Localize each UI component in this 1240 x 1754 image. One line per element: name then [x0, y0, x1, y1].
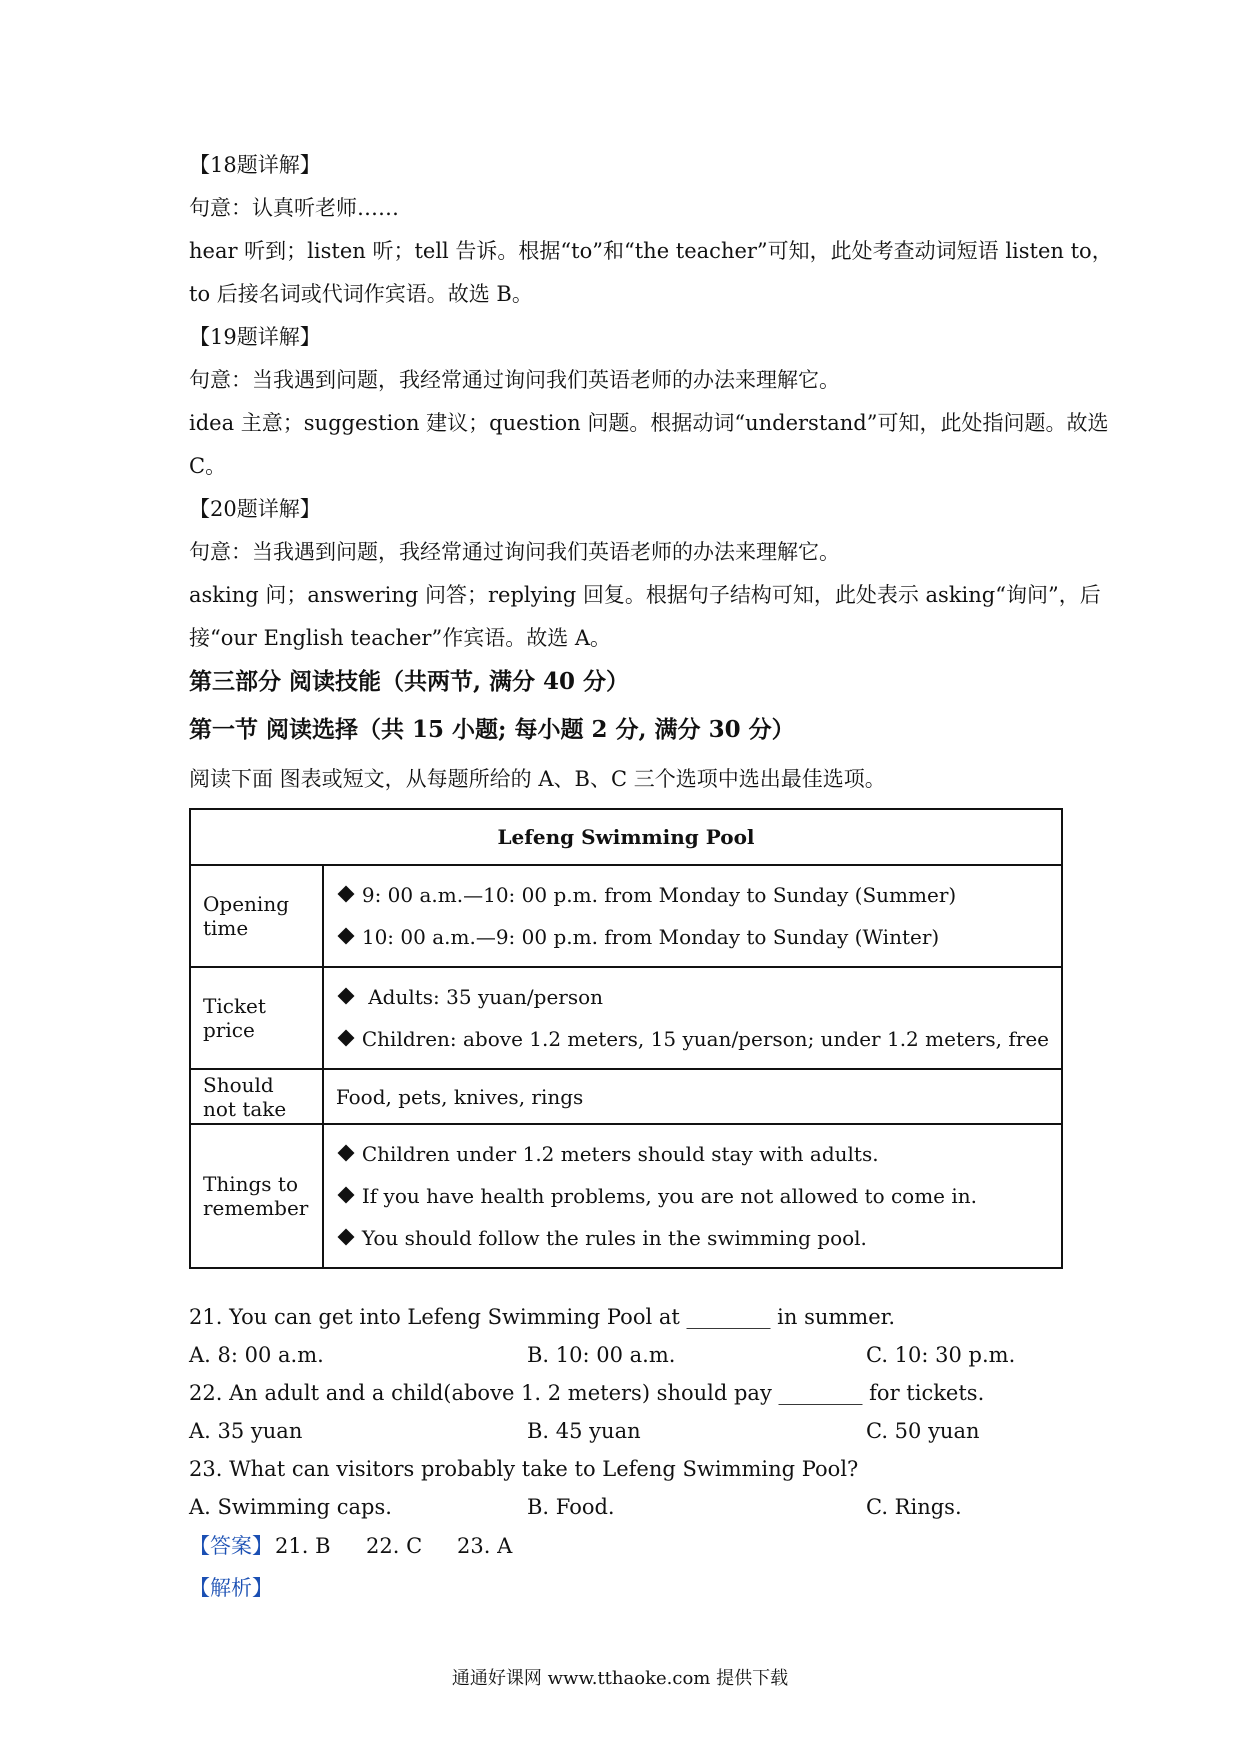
q18-heading: 【18题详解】: [189, 153, 321, 177]
analysis-label: 【解析】: [189, 1576, 273, 1600]
diamond-bullet-icon: [337, 1187, 354, 1204]
diamond-bullet-icon: [337, 1145, 354, 1162]
question-23-option-a: A. Swimming caps.: [189, 1495, 392, 1519]
q19-explain-2: C。: [189, 454, 227, 478]
diamond-bullet-icon: [337, 1030, 354, 1047]
table-row: [190, 1069, 1062, 1124]
table-title: Lefeng Swimming Pool: [190, 809, 1062, 865]
section1-title: 第一节 阅读选择（共 15 小题; 每小题 2 分, 满分 30 分）: [189, 716, 795, 743]
q18-explain-1: hear 听到；listen 听；tell 告诉。根据“to”和“the teacher”可知，此处考查动词短语 listen to，: [189, 239, 1113, 263]
row-content: [323, 865, 1062, 967]
diamond-bullet-icon: [337, 988, 354, 1005]
q19-meaning: 句意：当我遇到问题，我经常通过询问我们英语老师的办法来理解它。: [189, 368, 840, 392]
q18-meaning: 句意：认真听老师……: [189, 196, 399, 220]
row-content: [323, 1124, 1062, 1268]
q20-explain-2: 接“our English teacher”作宾语。故选 A。: [189, 626, 612, 650]
q18-explain-2: to 后接名词或代词作宾语。故选 B。: [189, 282, 533, 306]
question-21-option-c: C. 10: 30 p.m.: [866, 1343, 1016, 1367]
diamond-bullet-icon: [337, 886, 354, 903]
page-footer: 通通好课网 www.tthaoke.com 提供下载: [451, 1668, 789, 1689]
part3-title: 第三部分 阅读技能（共两节, 满分 40 分）: [189, 668, 630, 695]
question-22-option-c: C. 50 yuan: [866, 1419, 980, 1443]
row-content: [323, 967, 1062, 1069]
answer-22: 22. C: [366, 1534, 423, 1558]
list-item: 9: 00 a.m.—10: 00 p.m. from Monday to Sunday (Summer): [336, 874, 1049, 916]
question-22-stem: 22. An adult and a child(above 1. 2 meters) should pay ________ for tickets.: [189, 1381, 985, 1405]
list-item: Children under 1.2 meters should stay with adults.: [336, 1133, 1049, 1175]
table-row: [190, 967, 1062, 1069]
list-item: 10: 00 a.m.—9: 00 p.m. from Monday to Sunday (Winter): [336, 916, 1049, 958]
q19-explain-1: idea 主意；suggestion 建议；question 问题。根据动词“understand”可知，此处指问题。故选: [189, 411, 1109, 435]
diamond-bullet-icon: [337, 928, 354, 945]
answer-label: 【答案】: [189, 1534, 273, 1558]
q20-heading: 【20题详解】: [189, 497, 321, 521]
q20-meaning: 句意：当我遇到问题，我经常通过询问我们英语老师的办法来理解它。: [189, 540, 840, 564]
question-21-option-b: B. 10: 00 a.m.: [527, 1343, 676, 1367]
row-label-ticket-price: Ticket price: [190, 967, 323, 1069]
row-label-things-to-remember: Things to remember: [190, 1124, 323, 1268]
question-23-option-b: B. Food.: [527, 1495, 615, 1519]
q20-explain-1: asking 问；answering 问答；replying 回复。根据句子结构可知，此处表示 asking“询问”，后: [189, 583, 1101, 607]
row-label-should-not-take: Should not take: [190, 1069, 323, 1124]
list-item: If you have health problems, you are not allowed to come in.: [336, 1175, 1049, 1217]
question-21-option-a: A. 8: 00 a.m.: [189, 1343, 324, 1367]
question-22-option-a: A. 35 yuan: [189, 1419, 303, 1443]
info-table: [189, 808, 1063, 1269]
row-label-opening-time: Opening time: [190, 865, 323, 967]
question-22-option-b: B. 45 yuan: [527, 1419, 641, 1443]
question-21-stem: 21. You can get into Lefeng Swimming Pool at ________ in summer.: [189, 1305, 896, 1329]
q19-heading: 【19题详解】: [189, 325, 321, 349]
question-23-stem: 23. What can visitors probably take to Lefeng Swimming Pool?: [189, 1457, 859, 1481]
list-item: You should follow the rules in the swimming pool.: [336, 1217, 1049, 1259]
row-content: Food, pets, knives, rings: [323, 1069, 1062, 1124]
list-item: Children: above 1.2 meters, 15 yuan/person; under 1.2 meters, free: [336, 1018, 1049, 1060]
table-row: [190, 865, 1062, 967]
diamond-bullet-icon: [337, 1229, 354, 1246]
list-item: Adults: 35 yuan/person: [336, 976, 1049, 1018]
instruction: 阅读下面 图表或短文，从每题所给的 A、B、C 三个选项中选出最佳选项。: [189, 767, 886, 791]
answer-23: 23. A: [457, 1534, 513, 1558]
answer-21: 21. B: [275, 1534, 331, 1558]
table-row: [190, 1124, 1062, 1268]
question-23-option-c: C. Rings.: [866, 1495, 962, 1519]
